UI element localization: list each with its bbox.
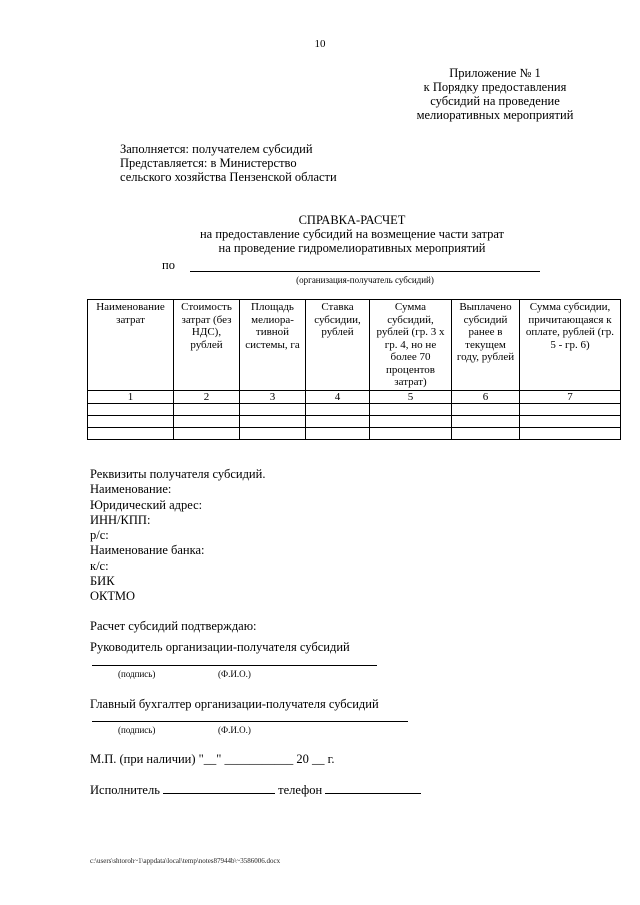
column-number: 6 [452, 390, 520, 404]
table-cell[interactable] [240, 404, 306, 416]
requisite-line: ОКТМО [90, 589, 135, 604]
executor-line [90, 782, 421, 798]
table-header-cell: Наименование затрат [88, 300, 174, 391]
table-cell[interactable] [370, 428, 452, 440]
table-cell[interactable] [240, 428, 306, 440]
executor-field[interactable] [163, 782, 275, 794]
table-header-cell: Стоимость затрат (без НДС), рублей [174, 300, 240, 391]
executor-label: Исполнитель [90, 783, 160, 797]
table-cell[interactable] [452, 416, 520, 428]
annex-line: Приложение № 1 [449, 66, 541, 80]
phone-label: телефон [278, 783, 323, 797]
table-cell[interactable] [174, 416, 240, 428]
requisite-line: ИНН/КПП: [90, 512, 151, 527]
table-cell[interactable] [520, 428, 621, 440]
table-row [88, 416, 621, 428]
table-cell[interactable] [174, 404, 240, 416]
requisites-heading: Реквизиты получателя субсидий. [90, 467, 266, 481]
requisite-line: Юридический адрес: [90, 497, 203, 512]
chief-accountant-signature-line[interactable] [92, 721, 408, 722]
calculation-table [87, 299, 621, 440]
table-cell[interactable] [452, 428, 520, 440]
fill-info-line: Заполняется: получателем субсидий [120, 142, 313, 156]
signature-caption: (подпись) [118, 725, 156, 735]
requisites-block [90, 467, 265, 605]
document-title [0, 213, 640, 255]
head-signature-line[interactable] [92, 665, 377, 666]
requisite-line: р/с: [90, 528, 109, 543]
page-number: 10 [314, 38, 326, 50]
fill-info-line: сельского хозяйства Пензенской области [120, 170, 337, 184]
table-cell[interactable] [370, 416, 452, 428]
organization-caption: (организация-получатель субсидий) [296, 275, 434, 285]
head-label: Руководитель организации-получателя субсидий [90, 640, 350, 654]
title-subline: на проведение гидромелиоративных мероприятий [218, 241, 486, 255]
name-caption: (Ф.И.О.) [218, 725, 251, 735]
table-cell[interactable] [520, 416, 621, 428]
table-row [88, 404, 621, 416]
table-cell[interactable] [520, 404, 621, 416]
table-cell[interactable] [306, 428, 370, 440]
requisite-line: Наименование: [90, 482, 172, 497]
table-header-cell: Сумма субсидии, причитающаяся к оплате, рублей (гр. 5 - гр. 6) [520, 300, 621, 391]
footer-file-path: c:\users\shtoroh~1\appdata\local\temp\notes87944b\~3586006.docx [90, 857, 281, 865]
table-cell[interactable] [306, 416, 370, 428]
fill-info-line: Представляется: в Министерство [120, 156, 297, 170]
column-number: 2 [174, 390, 240, 404]
table-cell[interactable] [452, 404, 520, 416]
table-header-row [88, 300, 621, 391]
requisite-line: Наименование банка: [90, 543, 205, 558]
table-header-cell: Сумма субсидий, рублей (гр. 3 x гр. 4, но не более 70 процентов затрат) [370, 300, 452, 391]
requisite-line: БИК [90, 574, 115, 589]
phone-field[interactable] [325, 782, 421, 794]
annex-line: субсидий на проведение [430, 94, 560, 108]
table-header-cell: Площадь мелиора-тивной системы, га [240, 300, 306, 391]
table-row [88, 428, 621, 440]
table-header-cell: Ставка субсидии, рублей [306, 300, 370, 391]
table-cell[interactable] [88, 428, 174, 440]
fill-info-block [120, 142, 337, 184]
annex-block [400, 66, 590, 122]
table-cell[interactable] [306, 404, 370, 416]
table-header-cell: Выплачено субсидий ранее в текущем году, рублей [452, 300, 520, 391]
table-cell[interactable] [370, 404, 452, 416]
annex-line: мелиоративных мероприятий [416, 108, 574, 122]
column-number: 5 [370, 390, 452, 404]
name-caption: (Ф.И.О.) [218, 669, 251, 679]
annex-line: к Порядку предоставления [423, 80, 567, 94]
confirm-text: Расчет субсидий подтверждаю: [90, 619, 257, 633]
table-cell[interactable] [174, 428, 240, 440]
table-cell[interactable] [88, 404, 174, 416]
table-cell[interactable] [88, 416, 174, 428]
column-number: 3 [240, 390, 306, 404]
chief-accountant-label: Главный бухгалтер организации-получателя субсидий [90, 697, 379, 711]
requisite-line: к/с: [90, 558, 109, 573]
signature-caption: (подпись) [118, 669, 156, 679]
table-number-row [88, 390, 621, 404]
column-number: 7 [520, 390, 621, 404]
column-number: 4 [306, 390, 370, 404]
title-subline: на предоставление субсидий на возмещение части затрат [199, 227, 505, 241]
column-number: 1 [88, 390, 174, 404]
stamp-date-line: М.П. (при наличии) "__" ___________ 20 __ г. [90, 752, 335, 766]
organization-field[interactable] [190, 271, 540, 272]
title-heading: СПРАВКА-РАСЧЕТ [298, 213, 406, 227]
table-cell[interactable] [240, 416, 306, 428]
po-label: по [162, 258, 175, 272]
